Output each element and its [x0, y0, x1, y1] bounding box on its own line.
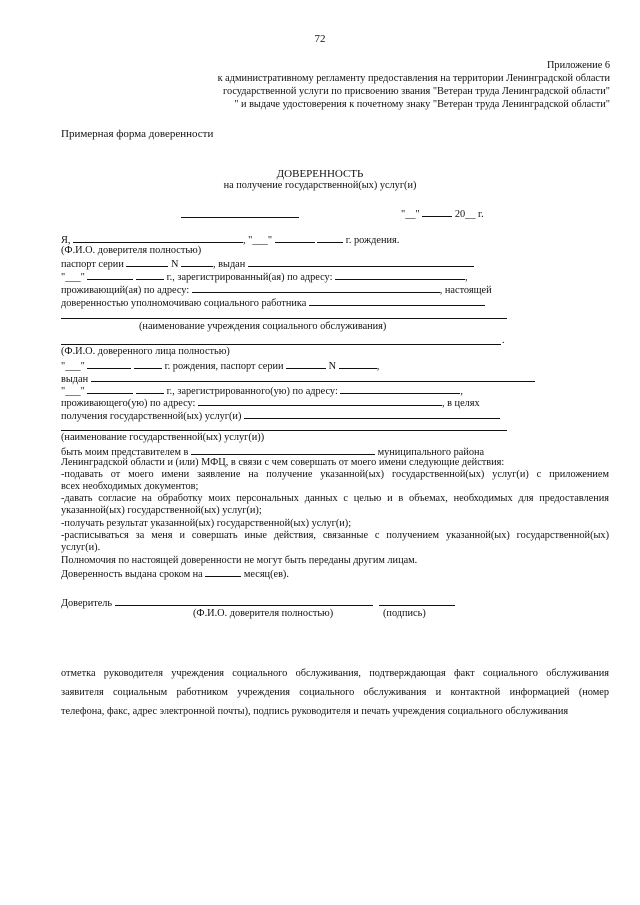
rule-end-dot: .: [502, 335, 505, 346]
document-subtitle: на получение государственной(ых) услуг(и): [223, 180, 417, 191]
signer-name-caption: (Ф.И.О. доверителя полностью): [193, 608, 334, 619]
page-number: 72: [314, 33, 326, 45]
agent-issued-label: выдан: [61, 374, 89, 385]
issue-day: "___": [61, 272, 85, 283]
issued-label: , выдан: [213, 259, 246, 270]
passport-n-label: N: [171, 259, 179, 270]
representative-suffix: муниципального района: [377, 447, 485, 458]
issue-month-field[interactable]: [87, 270, 133, 280]
note-line: телефона, факс, адрес электронной почты), подпись руководителя и печать учреждения социального обслуживания: [61, 706, 569, 717]
action-item: -получать результат указанной(ых) государственной(ых) услуг(и);: [61, 518, 352, 529]
action-item-cont: всех необходимых документов;: [61, 481, 199, 492]
signature-field[interactable]: [379, 596, 455, 606]
services-field[interactable]: [244, 409, 500, 419]
agent-residing-end: , в целях: [441, 398, 480, 409]
appendix-line: к административному регламенту предоставления на территории Ленинградской области: [217, 73, 610, 84]
issue-year-field[interactable]: [136, 270, 164, 280]
birth-month-field[interactable]: [275, 233, 315, 243]
date-line: [401, 207, 484, 221]
issued-by-field[interactable]: [248, 257, 474, 267]
agent-passport-series-field[interactable]: [286, 359, 326, 369]
agent-receiving-line: [61, 409, 500, 423]
place-field[interactable]: [181, 217, 299, 218]
authorize-line: [61, 296, 485, 310]
date-year-suffix: г.: [478, 209, 484, 220]
agent-birth-day: "___": [61, 361, 85, 372]
authorize-label: доверенностью уполномочиваю социального работника: [61, 298, 307, 309]
agent-issued-by-field[interactable]: [91, 372, 535, 382]
term-line: [61, 567, 289, 581]
term-prefix: Доверенность выдана сроком на: [61, 569, 203, 580]
social-worker-field[interactable]: [309, 296, 485, 306]
passport-number-field[interactable]: [181, 257, 213, 267]
birth-suffix: г. рождения.: [345, 235, 400, 246]
birth-day: , "___": [243, 235, 273, 246]
residing-end: , настоящей: [439, 285, 492, 296]
note-line: заявителя социальным работником учреждения социального обслуживания и контактной информацией (номер: [61, 687, 609, 698]
institution-caption: (наименование учреждения социального обслуживания): [139, 321, 387, 332]
agent-birth-year-field[interactable]: [134, 359, 162, 369]
birth-year-field[interactable]: [317, 233, 343, 243]
punct: ,: [376, 361, 380, 372]
no-transfer-clause: Полномочия по настоящей доверенности не могут быть переданы другим лицам.: [61, 555, 418, 566]
signature-label: Доверитель: [61, 598, 113, 609]
representative-line-2: Ленинградской области и (или) МФЦ, в связи с чем совершать от моего имени следующие действия:: [61, 457, 505, 468]
representative-prefix: быть моим представителем в: [61, 447, 189, 458]
agent-issue-day: "___": [61, 386, 85, 397]
principal-name-field[interactable]: [73, 233, 243, 243]
action-item: -расписываться за меня и совершать иные действия, связанные с получением указанной(ых) государственной(ых): [61, 530, 609, 541]
signer-name-field[interactable]: [115, 596, 373, 606]
principal-name-caption: (Ф.И.О. доверителя полностью): [61, 245, 202, 256]
agent-residing-address-field[interactable]: [198, 396, 442, 406]
agent-registered-address-field[interactable]: [340, 384, 460, 394]
residing-label: проживающий(ая) по адресу:: [61, 285, 190, 296]
institution-rule[interactable]: [61, 318, 507, 319]
agent-passport-n: N: [328, 361, 337, 372]
document-title: ДОВЕРЕННОСТЬ: [276, 168, 364, 180]
action-item-cont: услуг(и).: [61, 542, 101, 553]
date-day: "__": [401, 209, 420, 220]
services-rule[interactable]: [61, 430, 507, 431]
appendix-line: " и выдаче удостоверения к почетному знаку "Ветеран труда Ленинградской области": [234, 99, 610, 110]
appendix-title: Приложение 6: [547, 60, 610, 71]
passport-series-field[interactable]: [126, 257, 168, 267]
agent-residing-label: проживающего(ую) по адресу:: [61, 398, 196, 409]
sample-form-heading: Примерная форма доверенности: [61, 128, 214, 140]
term-months-field[interactable]: [205, 567, 241, 577]
passport-series-label: паспорт серии: [61, 259, 124, 270]
agent-receiving-label: получения государственной(ых) услуг(и): [61, 411, 242, 422]
punct: ,: [465, 272, 468, 283]
agent-issue-year-field[interactable]: [136, 384, 164, 394]
note-line: отметка руководителя учреждения социального обслуживания, подтверждающая факт социального обслуживания: [61, 668, 609, 679]
agent-name-caption: (Ф.И.О. доверенного лица полностью): [61, 346, 230, 357]
action-item: -подавать от моего имени заявление на получение указанной(ых) государственной(ых) услуг(и) с приложением: [61, 469, 609, 480]
agent-name-rule[interactable]: [61, 344, 501, 345]
residing-address-field[interactable]: [192, 283, 440, 293]
action-item: -давать согласие на обработку моих персональных данных с целью и в объемах, необходимых для предоставления: [61, 493, 609, 504]
district-field[interactable]: [191, 445, 375, 455]
agent-birth-label: г. рождения, паспорт серии: [164, 361, 284, 372]
agent-passport-number-field[interactable]: [339, 359, 377, 369]
term-suffix: месяц(ев).: [243, 569, 289, 580]
date-year: 20__: [454, 209, 476, 220]
services-caption: (наименование государственной(ых) услуг(и)): [61, 432, 265, 443]
registered-address-field[interactable]: [335, 270, 465, 280]
action-item-cont: указанной(ых) государственной(ых) услуг(и);: [61, 505, 262, 516]
agent-registered-label: г., зарегистрированного(ую) по адресу:: [166, 386, 338, 397]
date-month-field[interactable]: [422, 207, 452, 217]
agent-issue-month-field[interactable]: [87, 384, 133, 394]
principal-prefix: Я,: [61, 235, 71, 246]
agent-birth-month-field[interactable]: [87, 359, 131, 369]
appendix-line: государственной услуги по присвоению звания "Ветеран труда Ленинградской области": [222, 86, 610, 97]
registered-label: г., зарегистрированный(ая) по адресу:: [166, 272, 333, 283]
signature-caption: (подпись): [383, 608, 426, 619]
punct: ,: [460, 386, 463, 397]
